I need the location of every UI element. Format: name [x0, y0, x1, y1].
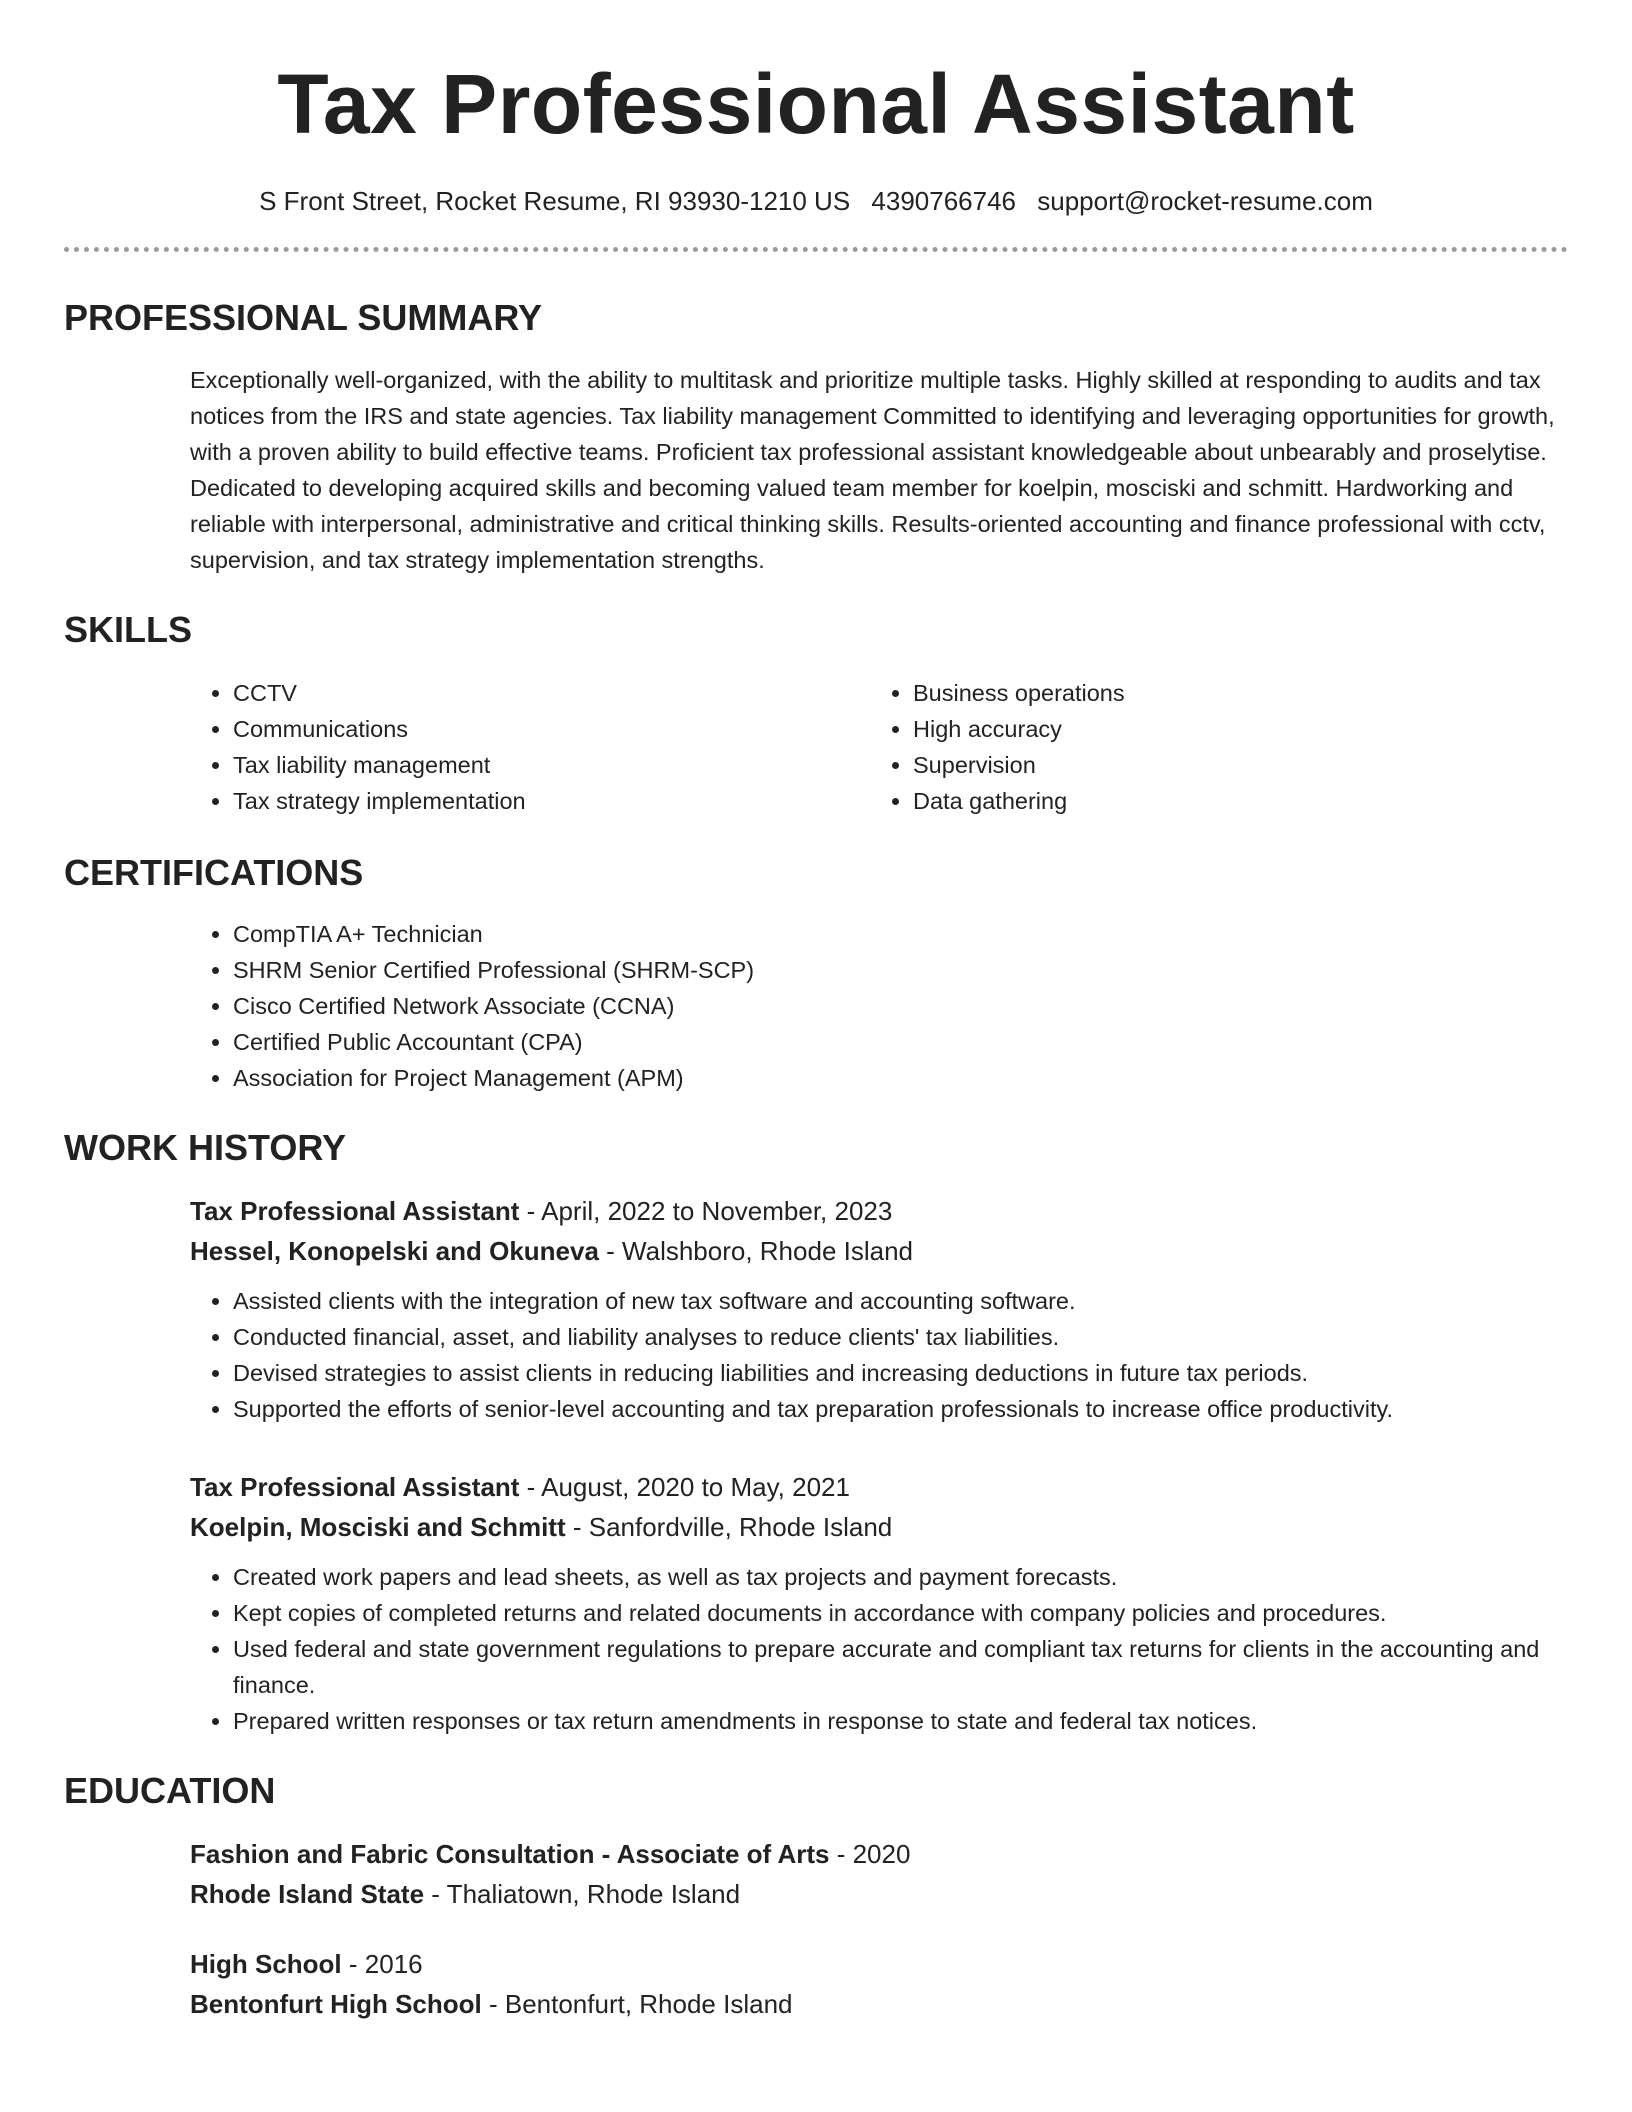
skill-item: • Tax liability management	[233, 747, 870, 783]
job-bullet: • Supported the efforts of senior-level accounting and tax preparation professionals to increase office productivity.	[233, 1391, 1568, 1427]
job-dates: - April, 2022 to November, 2023	[519, 1195, 893, 1226]
job-title: Tax Professional Assistant	[190, 1195, 520, 1226]
job-bullet: • Devised strategies to assist clients in reducing liabilities and increasing deductions in future tax periods.	[233, 1355, 1568, 1391]
contact-address: S Front Street, Rocket Resume, RI 93930-1210 US	[259, 186, 851, 217]
job-company: Hessel, Konopelski and Okuneva	[190, 1235, 599, 1266]
job-bullet: • Kept copies of completed returns and related documents in accordance with company policies and procedures.	[233, 1595, 1568, 1631]
job-entry	[190, 1191, 1568, 1427]
summary-heading: PROFESSIONAL SUMMARY	[64, 297, 543, 339]
job-title: Tax Professional Assistant	[190, 1471, 520, 1502]
skills-list	[190, 675, 1568, 819]
job-title-line	[190, 1467, 1568, 1507]
skill-item: • Tax strategy implementation	[233, 783, 870, 819]
skill-item: • Data gathering	[913, 783, 1550, 819]
skill-item: • High accuracy	[913, 711, 1550, 747]
certification-item: • Association for Project Management (APM)	[233, 1060, 1568, 1096]
skill-item: • Business operations	[913, 675, 1550, 711]
job-company: Koelpin, Mosciski and Schmitt	[190, 1511, 566, 1542]
job-bullets	[190, 1559, 1568, 1739]
resume-name-title: Tax Professional Assistant	[277, 57, 1355, 151]
certification-item: • Cisco Certified Network Associate (CCNA)	[233, 988, 1568, 1024]
contact-email: support@rocket-resume.com	[1037, 186, 1373, 217]
education-school-line	[190, 1874, 1568, 1914]
education-degree: High School	[190, 1949, 342, 1980]
skills-column-right	[870, 675, 1550, 819]
education-degree: Fashion and Fabric Consultation - Associate of Arts	[190, 1839, 830, 1870]
education-location: - Thaliatown, Rhode Island	[424, 1879, 741, 1910]
certification-item: • SHRM Senior Certified Professional (SHRM-SCP)	[233, 952, 1568, 988]
job-bullet: • Prepared written responses or tax return amendments in response to state and federal tax notices.	[233, 1703, 1568, 1739]
work-history-heading: WORK HISTORY	[64, 1126, 347, 1168]
education-location: - Bentonfurt, Rhode Island	[481, 1989, 793, 2020]
education-school-line	[190, 1984, 1568, 2024]
job-bullet: • Conducted financial, asset, and liability analyses to reduce clients' tax liabilities.	[233, 1319, 1568, 1355]
summary-text: Exceptionally well-organized, with the ability to multitask and prioritize multiple tasks. Highly skilled at responding to audits and tax notices from the IRS and state agencies. Tax liability management Committed to identifying and leveraging opportunities for growth, with a proven ability to build effective teams. Proficient tax professional assistant knowledgeable about unbearably and proselytise. Dedicated to developing acquired skills and becoming valued team member for koelpin, mosciski and schmitt. Hardworking and reliable with interpersonal, administrative and critical thinking skills. Results-oriented accounting and finance professional with cctv, supervision, and tax strategy implementation strengths.	[190, 367, 1555, 574]
job-bullet: • Created work papers and lead sheets, as well as tax projects and payment forecasts.	[233, 1559, 1568, 1595]
certifications-heading: CERTIFICATIONS	[64, 851, 364, 893]
education-heading: EDUCATION	[64, 1769, 276, 1811]
job-location: - Sanfordville, Rhode Island	[565, 1511, 893, 1542]
job-location: - Walshboro, Rhode Island	[598, 1235, 914, 1266]
skill-item: • Communications	[233, 711, 870, 747]
job-bullets	[190, 1283, 1568, 1427]
job-company-line	[190, 1231, 1568, 1271]
certification-item: • Certified Public Accountant (CPA)	[233, 1024, 1568, 1060]
job-company-line	[190, 1507, 1568, 1547]
skills-heading: SKILLS	[64, 609, 193, 651]
skills-column-left	[190, 675, 870, 819]
skill-item: • CCTV	[233, 675, 870, 711]
job-bullet: • Assisted clients with the integration of new tax software and accounting software.	[233, 1283, 1568, 1319]
education-school: Rhode Island State	[190, 1879, 425, 1910]
education-year: - 2016	[341, 1949, 423, 1980]
education-school: Bentonfurt High School	[190, 1989, 482, 2020]
job-dates: - August, 2020 to May, 2021	[519, 1471, 850, 1502]
education-year: - 2020	[829, 1839, 911, 1870]
job-bullet: • Used federal and state government regulations to prepare accurate and compliant tax returns for clients in the accounting and finance.	[233, 1631, 1568, 1703]
education-degree-line	[190, 1944, 1568, 1984]
certification-item: • CompTIA A+ Technician	[233, 916, 1568, 952]
job-entry	[190, 1467, 1568, 1739]
education-degree-line	[190, 1834, 1568, 1874]
education-entry	[190, 1834, 1568, 1914]
header-divider	[64, 247, 1568, 252]
certifications-list	[190, 916, 1568, 1096]
education-entry	[190, 1944, 1568, 2024]
contact-line	[64, 185, 1568, 219]
contact-phone: 4390766746	[871, 186, 1017, 217]
skill-item: • Supervision	[913, 747, 1550, 783]
job-title-line	[190, 1191, 1568, 1231]
